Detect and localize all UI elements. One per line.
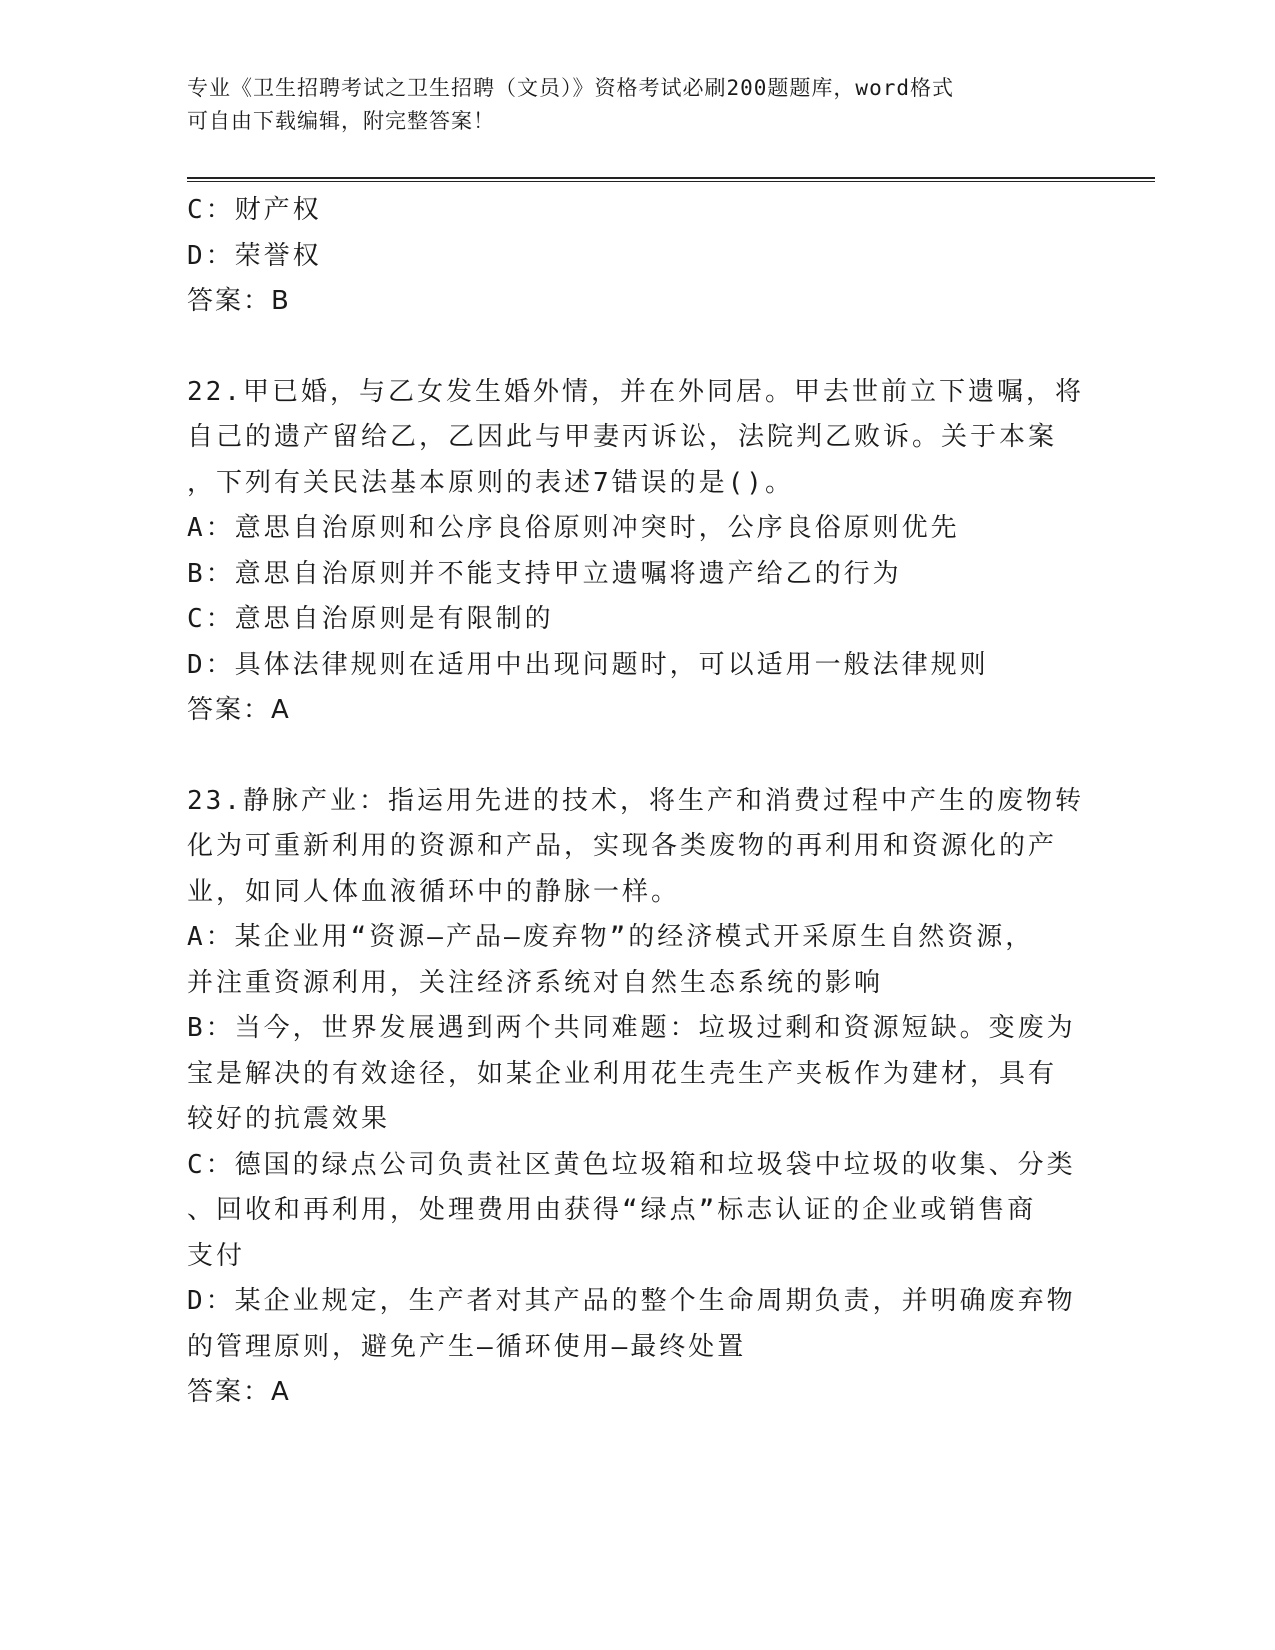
prev-question (187, 188, 1087, 325)
header-line-2: 可自由下载编辑，附完整答案！ (187, 109, 495, 133)
question-stem-line: ，下列有关民法基本原则的表述7错误的是()。 (187, 467, 794, 498)
option-c-continued: 支付 (187, 1240, 246, 1271)
option-a: A：某企业用“资源—产品—废弃物”的经济模式开采原生自然资源， (187, 922, 1035, 952)
option-b-continued: 较好的抗震效果 (187, 1104, 391, 1134)
option-b: B：意思自治原则并不能支持甲立遗嘱将遗产给乙的行为 (187, 558, 902, 589)
option-c-continued: 、回收和再利用，处理费用由获得“绿点”标志认证的企业或销售商 (187, 1195, 1037, 1225)
option-b-continued: 宝是解决的有效途径，如某企业利用花生壳生产夹板作为建材，具有 (187, 1058, 1058, 1089)
question-stem-line: 化为可重新利用的资源和产品，实现各类废物的再利用和资源化的产 (187, 831, 1058, 861)
header-divider-thick (187, 177, 1155, 179)
option-c: C：财产权 (187, 195, 322, 225)
answer: 答案：B (187, 286, 291, 316)
header-line-1: 专业《卫生招聘考试之卫生招聘（文员）》资格考试必刷200题题库，word格式 (187, 76, 954, 100)
option-b: B：当今，世界发展遇到两个共同难题：垃圾过剩和资源短缺。变废为 (187, 1013, 1076, 1043)
header-divider-thin (187, 181, 1155, 182)
option-c: C：德国的绿点公司负责社区黄色垃圾箱和垃圾袋中垃圾的收集、分类 (187, 1149, 1076, 1180)
question-23 (187, 779, 1087, 1416)
option-d: D：某企业规定，生产者对其产品的整个生命周期负责，并明确废弃物 (187, 1286, 1076, 1316)
option-c: C：意思自治原则是有限制的 (187, 604, 554, 634)
question-stem-line: 23.静脉产业：指运用先进的技术，将生产和消费过程中产生的废物转 (187, 785, 1084, 816)
option-d: D：具体法律规则在适用中出现问题时，可以适用一般法律规则 (187, 649, 989, 680)
question-stem-line: 业，如同人体血液循环中的静脉一样。 (187, 876, 681, 907)
option-a: A：意思自治原则和公序良俗原则冲突时，公序良俗原则优先 (187, 513, 960, 543)
document-header (187, 72, 1087, 138)
answer: 答案：A (187, 1377, 291, 1407)
option-d-continued: 的管理原则，避免产生—循环使用—最终处置 (187, 1331, 747, 1362)
question-stem-line: 22.甲已婚，与乙女发生婚外情，并在外同居。甲去世前立下遗嘱，将 (187, 376, 1084, 407)
question-22 (187, 370, 1087, 734)
option-d: D：荣誉权 (187, 240, 322, 271)
page-content (187, 188, 1087, 1416)
option-a-continued: 并注重资源利用，关注经济系统对自然生态系统的影响 (187, 967, 884, 998)
question-stem-line: 自己的遗产留给乙，乙因此与甲妻丙诉讼，法院判乙败诉。关于本案 (187, 422, 1058, 452)
answer: 答案：A (187, 695, 291, 725)
